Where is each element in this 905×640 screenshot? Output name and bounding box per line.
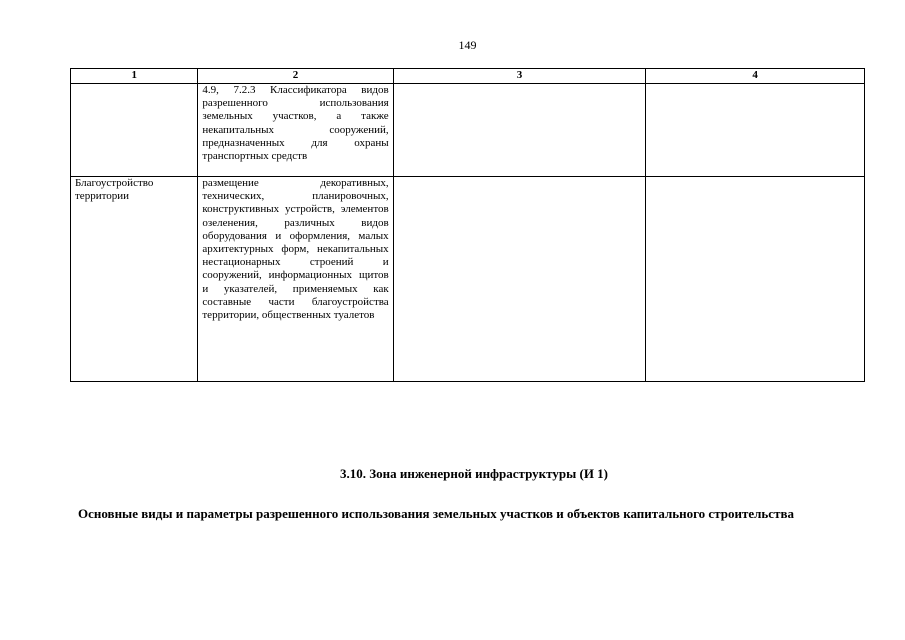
table-cell-col4 bbox=[646, 84, 865, 177]
column-header-1: 1 bbox=[71, 69, 198, 84]
column-header-3: 3 bbox=[393, 69, 646, 84]
table-cell-use-name bbox=[71, 84, 198, 177]
table-cell-description: 4.9, 7.2.3 Классификатора видов разрешенного использования земельных участков, а также некапитальных сооружений, предназначенных для охраны транспортных средств bbox=[198, 84, 393, 177]
table-header-row bbox=[71, 69, 865, 84]
section-heading: 3.10. Зона инженерной инфраструктуры (И 1) bbox=[340, 466, 609, 481]
table-cell-description: размещение декоративных, технических, планировочных, конструктивных устройств, элементов озеленения, различных видов оборудования и оформления, малых архитектурных форм, некапитальных нестационарных строений и сооружений, информационных щитов и указателей, применяемых как составные части благоустройства территории, общественных туалетов bbox=[198, 177, 393, 382]
table-cell-use-name: Благоустройство территории bbox=[71, 177, 198, 382]
regulation-table bbox=[70, 68, 865, 382]
table-cell-col3 bbox=[393, 177, 646, 382]
table-cell-col3 bbox=[393, 84, 646, 177]
column-header-2: 2 bbox=[198, 69, 393, 84]
section-paragraph: Основные виды и параметры разрешенного использования земельных участков и объектов капитального строительства bbox=[78, 506, 794, 521]
table-cell-col4 bbox=[646, 177, 865, 382]
column-header-4: 4 bbox=[646, 69, 865, 84]
table-row bbox=[71, 84, 865, 177]
page-number: 149 bbox=[458, 38, 477, 52]
table-row bbox=[71, 177, 865, 382]
